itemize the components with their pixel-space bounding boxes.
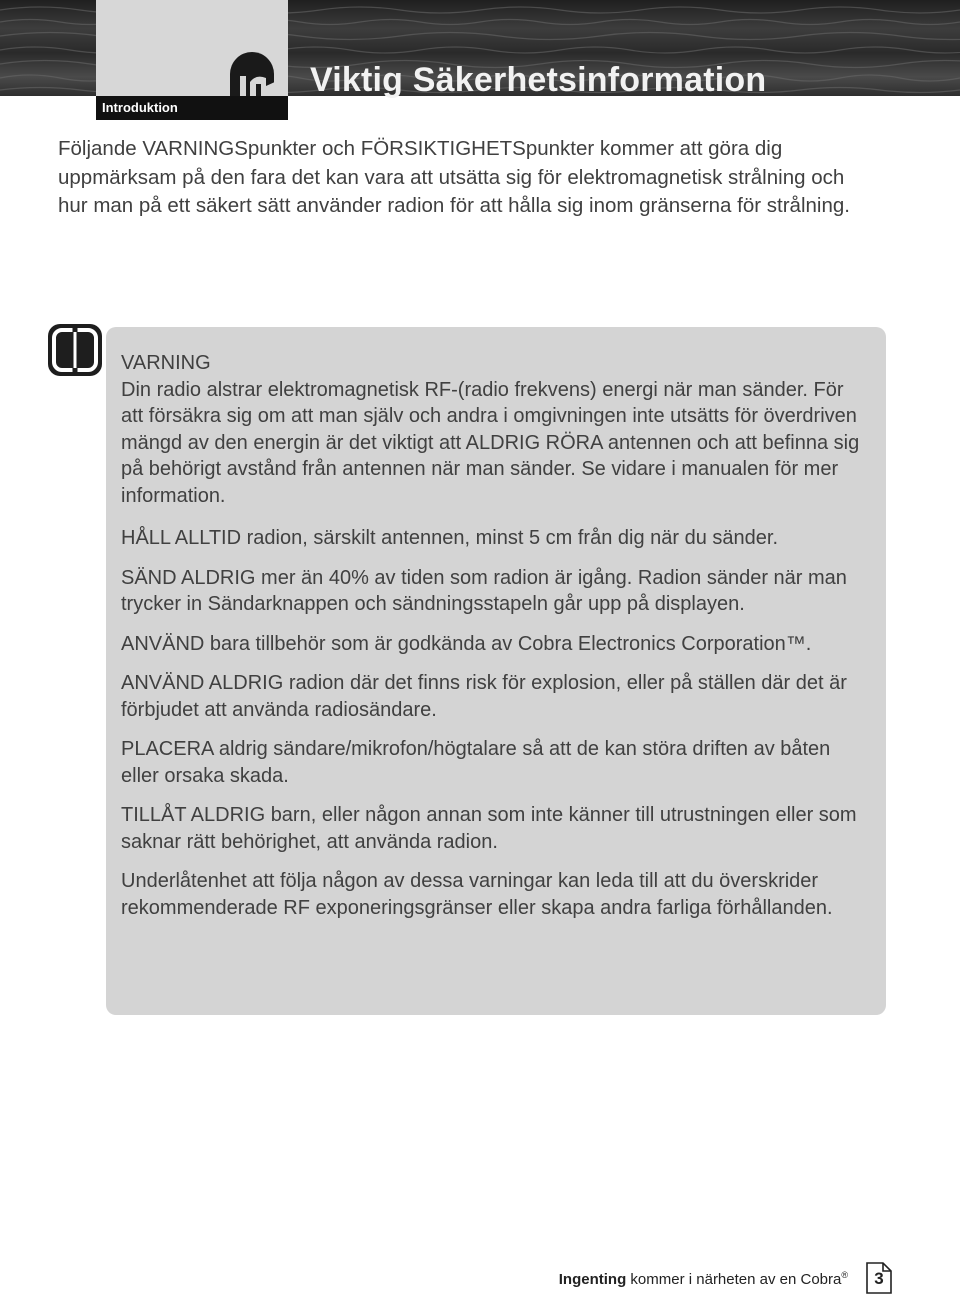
section-label: Introduktion xyxy=(96,96,288,120)
warning-heading: VARNING xyxy=(121,352,211,374)
registered-mark: ® xyxy=(841,1270,848,1280)
warning-content xyxy=(121,350,861,934)
warning-paragraph: Din radio alstrar elektromagnetisk RF-(radio frekvens) energi när man sänder. För att försäkra sig om att man själv och andra i omgivningen inte utsätts för överdriven mängd av den energin är det viktigt att ALDRIG RÖRA antennen och att befinna sig på behörigt avstånd från antennen när man sänder. Se vidare i manualen för mer information. xyxy=(121,378,860,507)
warning-paragraph: PLACERA aldrig sändare/mikrofon/högtalare så att de kan störa driften av båten eller orsaka skada. xyxy=(121,738,831,787)
warning-paragraph: Underlåtenhet att följa någon av dessa varningar kan leda till att du överskrider rekommenderade RF exponeringsgränser eller skapa andra farliga förhållanden. xyxy=(121,870,833,919)
warning-paragraph: HÅLL ALLTID radion, särskilt antennen, minst 5 cm från dig när du sänder. xyxy=(121,527,779,549)
page-title: Viktig Säkerhetsinformation xyxy=(310,61,767,99)
warning-paragraph: SÄND ALDRIG mer än 40% av tiden som radion är igång. Radion sänder när man trycker in Sändarknappen och sändningsstapeln går upp på displayen. xyxy=(121,566,847,615)
intro-paragraph: Följande VARNINGSpunkter och FÖRSIKTIGHETSpunkter kommer att göra dig uppmärksam på den fara det kan vara att utsätta sig för elektromagnetisk strålning och hur man på ett säkert sätt använder radion för att hålla sig inom gränserna för strålning. xyxy=(58,137,850,217)
warning-symbol-icon xyxy=(46,322,104,378)
warning-paragraph: TILLÅT ALDRIG barn, eller någon annan som inte känner till utrustningen eller som saknar rätt behörighet, att använda radion. xyxy=(121,804,857,853)
warning-paragraph: ANVÄND ALDRIG radion där det finns risk för explosion, eller på ställen där det är förbjudet att använda radiosändare. xyxy=(121,672,847,721)
warning-paragraph: ANVÄND bara tillbehör som är godkända av Cobra Electronics Corporation™. xyxy=(121,632,812,655)
boat-icon xyxy=(226,46,290,96)
footer-tagline-rest: kommer i närheten av en Cobra xyxy=(626,1271,842,1288)
page-number-text: 3 xyxy=(874,1269,884,1288)
footer-tagline xyxy=(559,1270,848,1288)
footer-tagline-bold: Ingenting xyxy=(558,1271,627,1288)
page-number xyxy=(866,1262,892,1294)
